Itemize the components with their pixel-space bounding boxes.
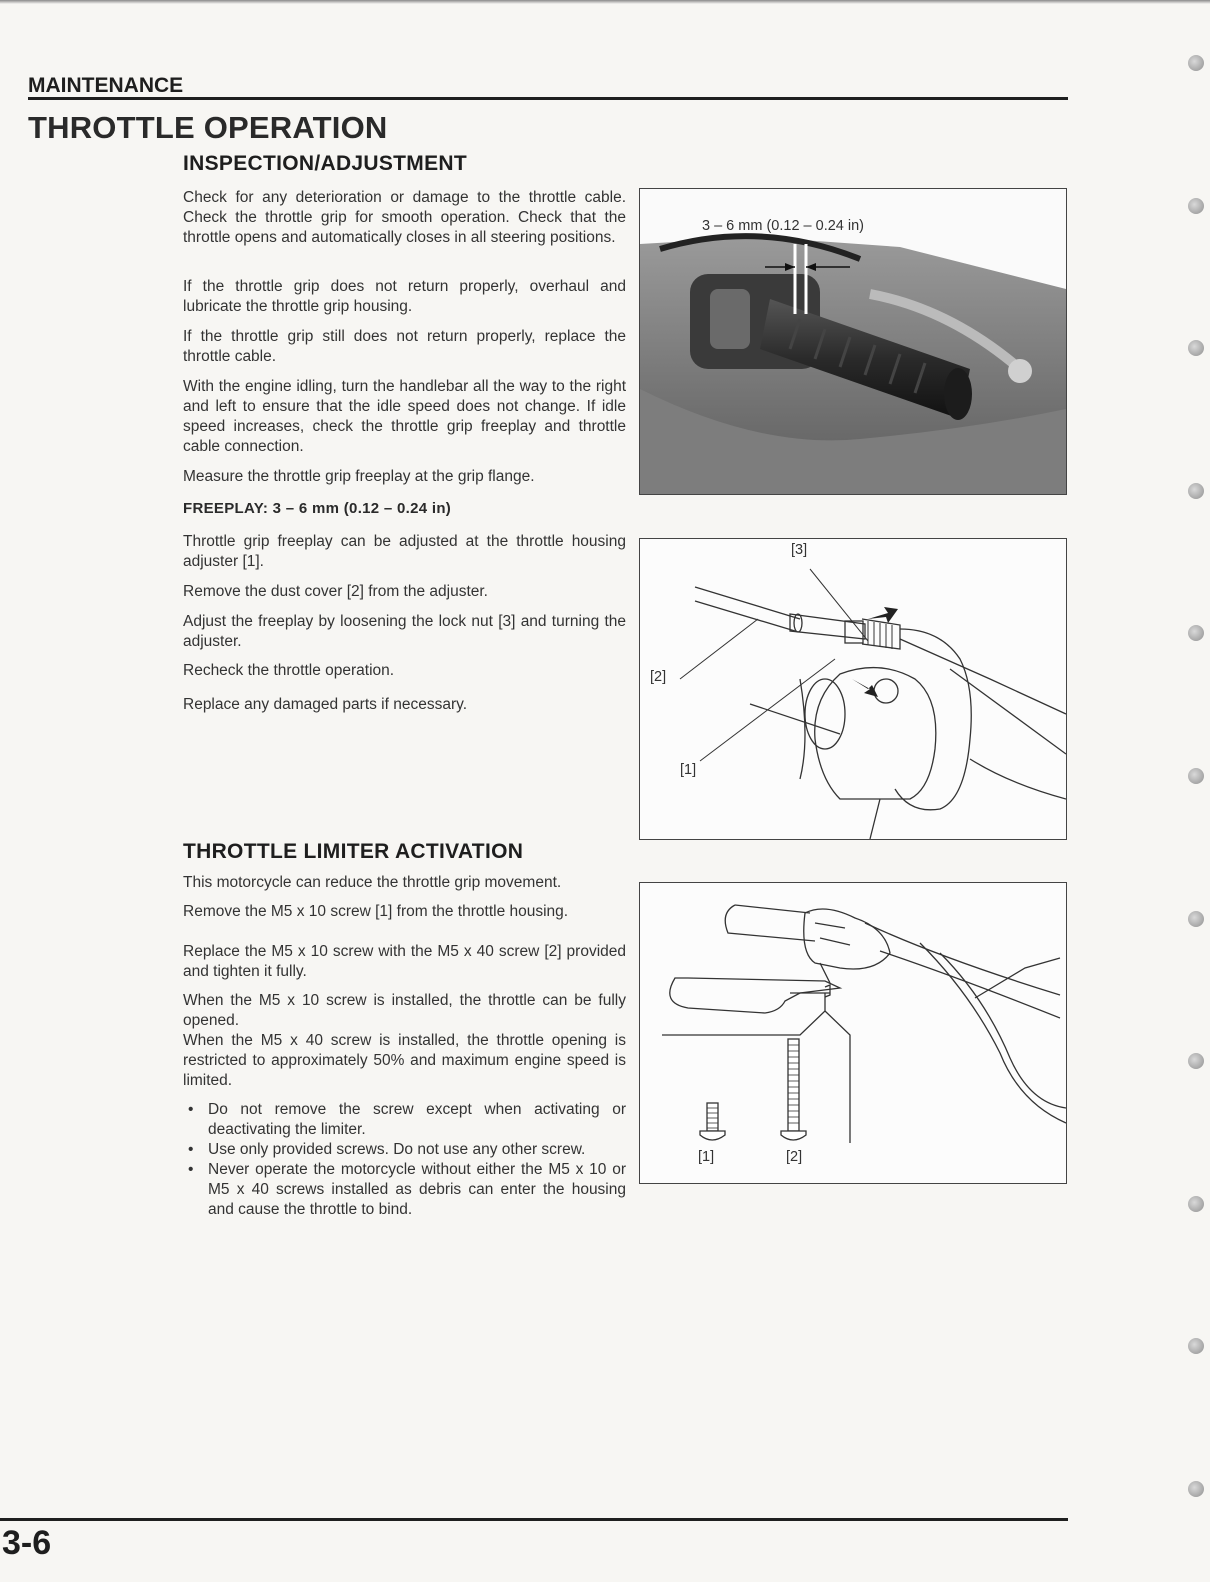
- page-number: 3-6: [2, 1524, 52, 1562]
- limiter-paragraph: Remove the M5 x 10 screw [1] from the throttle housing.: [183, 903, 569, 920]
- adjust-paragraph: Remove the dust cover [2] from the adjuster.: [183, 583, 488, 600]
- callout-short-screw: [1]: [698, 1149, 715, 1165]
- section-label: MAINTENANCE: [28, 74, 184, 97]
- callout-adjuster: [1]: [680, 762, 697, 778]
- binder-hole: [1188, 625, 1204, 641]
- limiter-screw-diagram: [639, 882, 1067, 1184]
- inspection-paragraph: If the throttle grip still does not return properly, replace the throttle cable.: [183, 328, 626, 365]
- limiter-notes: [183, 1100, 626, 1220]
- binder-hole: [1188, 340, 1204, 356]
- bullet-mark: •: [188, 1141, 194, 1158]
- page-top-shadow: [0, 0, 1210, 4]
- footer-rule: [0, 1518, 1068, 1521]
- bullet-mark: •: [188, 1161, 194, 1178]
- note-text: Never operate the motorcycle without either the M5 x 10 or M5 x 40 screws installed as debris can enter the housing and cause the throttle to bind.: [208, 1161, 626, 1218]
- note-text: Do not remove the screw except when activating or deactivating the limiter.: [208, 1101, 626, 1138]
- binder-hole: [1188, 55, 1204, 71]
- adjust-paragraph: Throttle grip freeplay can be adjusted at the throttle housing adjuster [1].: [183, 533, 626, 570]
- adjust-paragraph: Recheck the throttle operation.: [183, 662, 395, 679]
- limiter-paragraph: This motorcycle can reduce the throttle grip movement.: [183, 874, 562, 891]
- binder-hole: [1188, 1196, 1204, 1212]
- throttle-grip-photo: [639, 188, 1067, 495]
- callout-lock-nut: [3]: [791, 542, 808, 558]
- note-item: [183, 1100, 626, 1140]
- binder-hole: [1188, 1338, 1204, 1354]
- limiter-heading: THROTTLE LIMITER ACTIVATION: [183, 840, 524, 863]
- binder-hole: [1188, 1053, 1204, 1069]
- bullet-mark: •: [188, 1101, 194, 1118]
- header-rule: [28, 97, 1068, 100]
- binder-hole: [1188, 911, 1204, 927]
- limiter-screw-diagram-drawing: [640, 883, 1066, 1183]
- callout-dust-cover: [2]: [650, 669, 667, 685]
- note-item: [183, 1160, 626, 1220]
- callout-long-screw: [2]: [786, 1149, 803, 1165]
- freeplay-label: 3 – 6 mm (0.12 – 0.24 in): [702, 218, 864, 234]
- adjuster-diagram: [639, 538, 1067, 840]
- limiter-paragraph: When the M5 x 40 screw is installed, the throttle opening is restricted to approximately 50% and maximum engine speed is limited.: [183, 1032, 626, 1089]
- adjuster-diagram-drawing: [640, 539, 1066, 839]
- inspection-paragraph: Measure the throttle grip freeplay at the grip flange.: [183, 468, 535, 485]
- limiter-paragraph: Replace the M5 x 10 screw with the M5 x 40 screw [2] provided and tighten it fully.: [183, 943, 626, 980]
- binder-hole: [1188, 1481, 1204, 1497]
- binder-hole: [1188, 768, 1204, 784]
- binder-holes: [1184, 0, 1210, 1582]
- inspection-heading: INSPECTION/ADJUSTMENT: [183, 152, 467, 175]
- note-item: [183, 1140, 626, 1160]
- inspection-paragraph: Check for any deterioration or damage to the throttle cable. Check the throttle grip for smooth operation. Check that the throttle opens and automatically closes in all steering positions.: [183, 189, 626, 246]
- throttle-grip-photo-drawing: [640, 189, 1066, 494]
- adjust-paragraph: Adjust the freeplay by loosening the lock nut [3] and turning the adjuster.: [183, 613, 626, 650]
- note-text: Use only provided screws. Do not use any other screw.: [208, 1141, 586, 1158]
- freeplay-spec: FREEPLAY: 3 – 6 mm (0.12 – 0.24 in): [183, 500, 452, 517]
- binder-hole: [1188, 198, 1204, 214]
- binder-hole: [1188, 483, 1204, 499]
- page-title: THROTTLE OPERATION: [28, 110, 388, 145]
- inspection-paragraph: If the throttle grip does not return properly, overhaul and lubricate the throttle grip housing.: [183, 278, 626, 315]
- limiter-paragraph: When the M5 x 10 screw is installed, the throttle can be fully opened.: [183, 992, 626, 1029]
- inspection-paragraph: With the engine idling, turn the handlebar all the way to the right and left to ensure that the idle speed does not change. If idle speed increases, check the throttle grip freeplay and throttle cable connection.: [183, 378, 626, 455]
- adjust-paragraph: Replace any damaged parts if necessary.: [183, 696, 468, 713]
